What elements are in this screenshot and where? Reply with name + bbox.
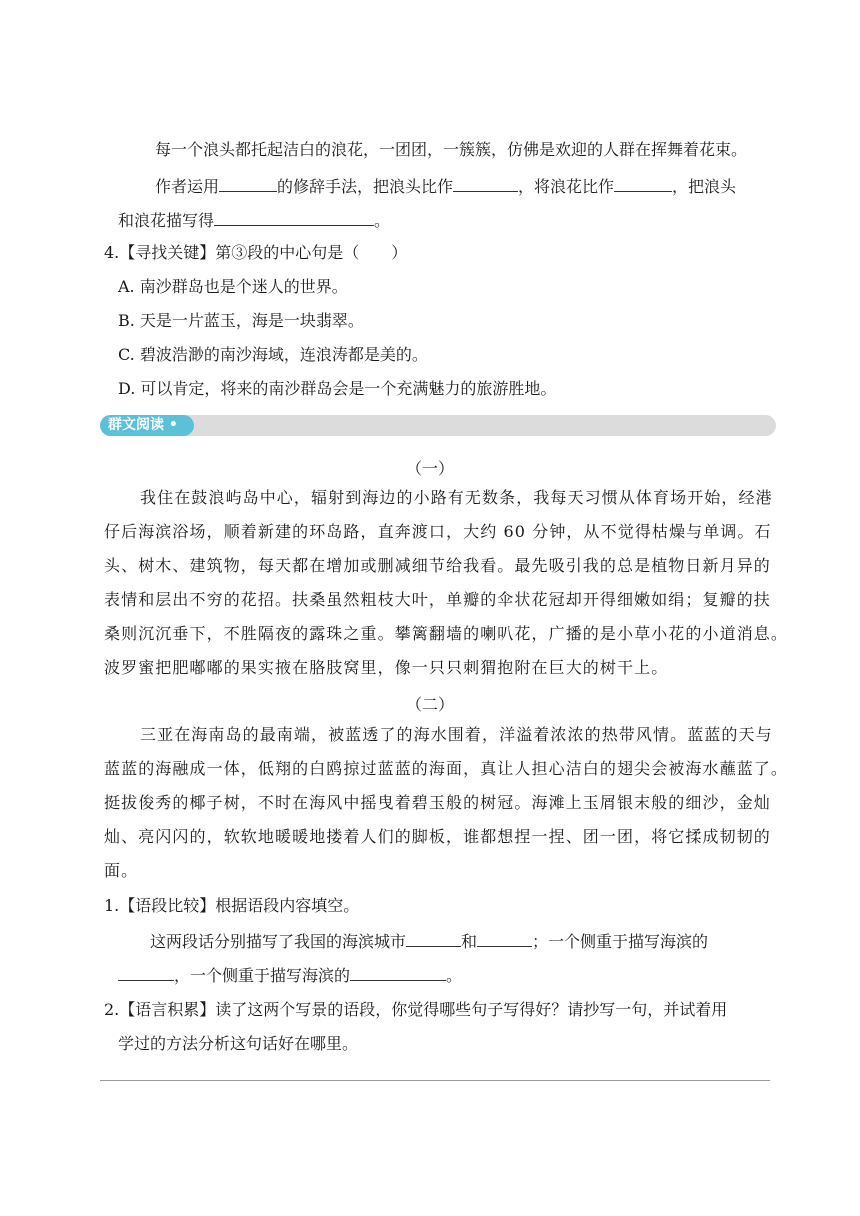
passage-2-heading: （二） — [405, 695, 454, 714]
passage-1-line: 桑则沉沉垂下，不胜隔夜的露珠之重。攀篱翻墙的喇叭花，广播的是小草小花的小道消息。 — [104, 624, 789, 643]
answer-blank[interactable] — [477, 931, 532, 947]
group-question-2-stem-cont: 学过的方法分析这句话好在哪里。 — [118, 1034, 359, 1053]
answer-blank[interactable] — [118, 965, 174, 981]
quoted-sentence: 每一个浪头都托起洁白的浪花，一团团，一簇簇，仿佛是欢迎的人群在挥舞着花束。 — [155, 140, 748, 159]
group-question-1-fill-line-2 — [118, 965, 462, 986]
group-question-2-stem: 2.【语言积累】读了这两个写景的语段，你觉得哪些句子写得好？请抄写一句，并试着用 — [104, 1000, 728, 1019]
answer-blank[interactable] — [350, 965, 446, 981]
option-c[interactable]: C. 碧波浩渺的南沙海域，连浪涛都是美的。 — [118, 345, 428, 364]
answer-writing-line[interactable] — [100, 1080, 770, 1081]
fill-text: ，把浪头 — [672, 177, 737, 196]
passage-1-line: 头、树木、建筑物，每天都在增加或删减细节给我看。最先吸引我的总是植物日新月异的 — [104, 556, 771, 575]
fill-text: 和 — [461, 932, 478, 951]
question-4-stem: 4.【寻找关键】第③段的中心句是（ ） — [104, 243, 408, 262]
passage-1-heading: （一） — [405, 459, 454, 478]
passage-2-line: 灿、亮闪闪的，软软地暖暖地搂着人们的脚板，谁都想捏一捏、团一团，将它揉成韧韧的 — [104, 827, 771, 846]
answer-blank[interactable] — [453, 176, 518, 192]
passage-2-line: 挺拔俊秀的椰子树，不时在海风中摇曳着碧玉般的树冠。海滩上玉屑银末般的细沙，金灿 — [104, 793, 771, 812]
passage-1-line: 表情和层出不穷的花招。扶桑虽然粗枝大叶，单瓣的伞状花冠却开得细嫩如绢；复瓣的扶 — [104, 590, 771, 609]
group-question-1-fill-line-1 — [150, 931, 708, 952]
answer-blank[interactable] — [406, 931, 461, 947]
option-d[interactable]: D. 可以肯定，将来的南沙群岛会是一个充满魅力的旅游胜地。 — [118, 379, 557, 398]
passage-1-line: 波罗蜜把肥嘟嘟的果实掖在胳肢窝里，像一只只刺猬抱附在巨大的树干上。 — [104, 658, 669, 677]
passage-1-line: 仔后海滨浴场，顺着新建的环岛路，直奔渡口，大约 60 分钟，从不觉得枯燥与单调。石 — [104, 522, 772, 541]
passage-2-line: 三亚在海南岛的最南端，被蓝透了的海水围着，洋溢着浓浓的热带风情。蓝蓝的天与 — [140, 725, 773, 744]
answer-blank[interactable] — [614, 176, 672, 192]
section-tag: 群文阅读 • — [100, 415, 194, 436]
fill-blank-line-2 — [118, 210, 390, 231]
option-b[interactable]: B. 天是一片蓝玉，海是一块翡翠。 — [118, 311, 364, 330]
fill-text: 这两段话分别描写了我国的海滨城市 — [150, 932, 407, 951]
passage-2-line: 面。 — [104, 861, 139, 880]
section-divider-bar — [100, 415, 776, 436]
fill-text: ；一个侧重于描写海滨的 — [532, 932, 709, 951]
fill-text: 的修辞手法，把浪头比作 — [277, 177, 454, 196]
fill-text: 。 — [374, 211, 391, 230]
group-question-1-stem: 1.【语段比较】根据语段内容填空。 — [104, 896, 360, 915]
fill-blank-line-1 — [155, 176, 736, 197]
fill-text: ，将浪花比作 — [518, 177, 615, 196]
fill-text: ，一个侧重于描写海滨的 — [174, 966, 351, 985]
fill-text: 和浪花描写得 — [118, 211, 215, 230]
answer-blank[interactable] — [214, 210, 374, 226]
passage-1-line: 我住在鼓浪屿岛中心，辐射到海边的小路有无数条，我每天习惯从体育场开始，经港 — [140, 488, 773, 507]
answer-blank[interactable] — [219, 176, 277, 192]
option-a[interactable]: A. 南沙群岛也是个迷人的世界。 — [118, 277, 348, 296]
fill-text: 作者运用 — [155, 177, 220, 196]
fill-text: 。 — [446, 966, 463, 985]
passage-2-line: 蓝蓝的海融成一体，低翔的白鸥掠过蓝蓝的海面，真让人担心洁白的翅尖会被海水蘸蓝了。 — [104, 759, 789, 778]
